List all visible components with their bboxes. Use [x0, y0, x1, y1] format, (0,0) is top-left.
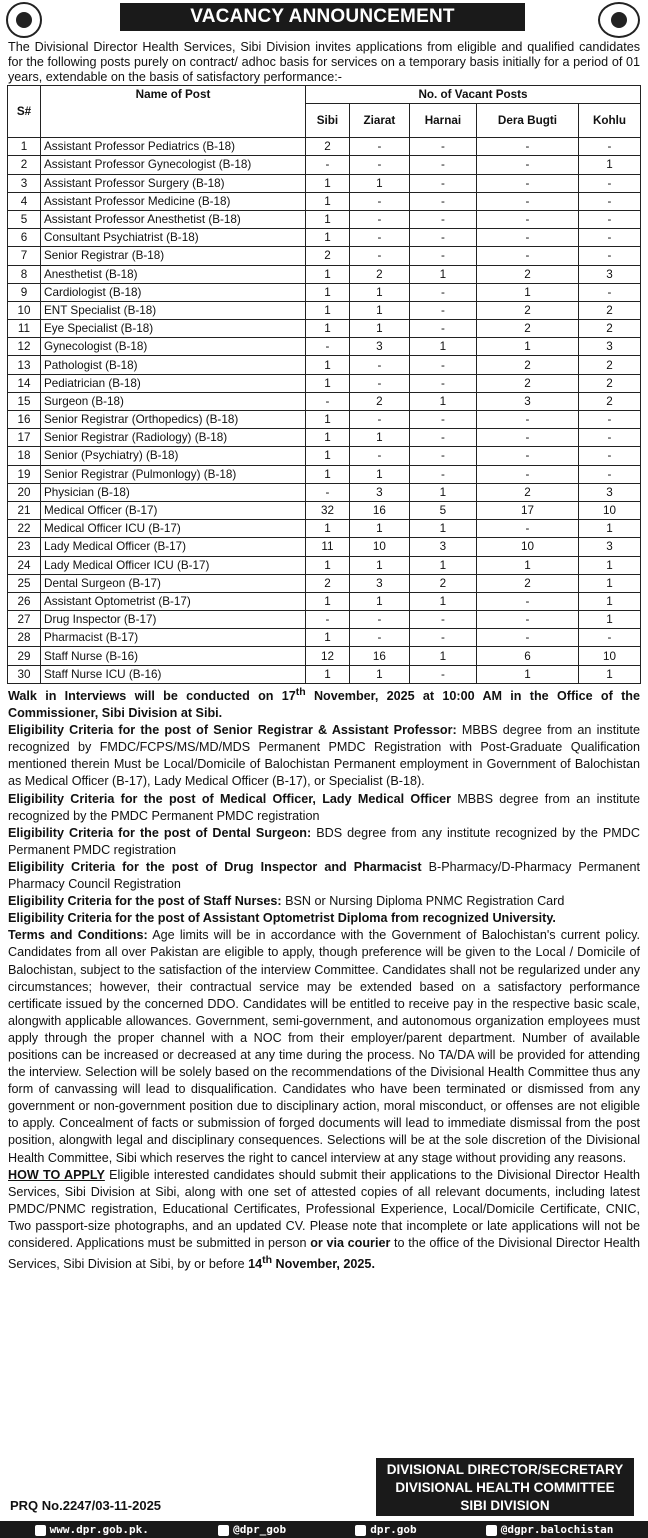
post-name: Assistant Professor Gynecologist (B-18)	[41, 156, 306, 174]
vacancy-count: 10	[349, 538, 409, 556]
row-number: 24	[8, 556, 41, 574]
post-name: Assistant Professor Anesthetist (B-18)	[41, 210, 306, 228]
row-number: 12	[8, 338, 41, 356]
post-name: Assistant Professor Surgery (B-18)	[41, 174, 306, 192]
row-number: 20	[8, 483, 41, 501]
vacancy-count: -	[409, 411, 476, 429]
table-row	[8, 411, 641, 429]
vacancy-count: -	[349, 156, 409, 174]
vacancy-count: 1	[306, 210, 350, 228]
table-row	[8, 374, 641, 392]
table-row	[8, 192, 641, 210]
post-name: Medical Officer ICU (B-17)	[41, 520, 306, 538]
post-name: Lady Medical Officer (B-17)	[41, 538, 306, 556]
vacancy-count: -	[409, 374, 476, 392]
vacancy-count: 3	[579, 538, 641, 556]
row-number: 16	[8, 411, 41, 429]
row-number: 2	[8, 156, 41, 174]
vacancy-count: -	[476, 520, 578, 538]
vacancy-count: 1	[349, 665, 409, 683]
vacancy-count: 1	[579, 665, 641, 683]
row-number: 27	[8, 611, 41, 629]
vacancy-count: 1	[349, 465, 409, 483]
vacancy-count: -	[409, 301, 476, 319]
post-name: Senior Registrar (Pulmonlogy) (B-18)	[41, 465, 306, 483]
govt-logo-right	[598, 2, 640, 38]
vacancy-count: -	[306, 156, 350, 174]
vacancy-count: 2	[306, 247, 350, 265]
eligibility-list	[8, 722, 640, 927]
vacancy-count: 2	[579, 392, 641, 410]
vacancy-count: 1	[409, 265, 476, 283]
col-header-district: Ziarat	[349, 104, 409, 138]
vacancy-count: 16	[349, 647, 409, 665]
vacancy-count: 1	[476, 283, 578, 301]
vacancy-count: -	[409, 283, 476, 301]
govt-logo-left	[6, 2, 42, 38]
vacancy-count: 32	[306, 501, 350, 519]
col-header-sn: S#	[8, 86, 41, 138]
vacancy-count: -	[306, 611, 350, 629]
vacancy-count: 1	[349, 556, 409, 574]
vacancy-count: -	[476, 174, 578, 192]
vacancy-count: 1	[306, 265, 350, 283]
row-number: 26	[8, 592, 41, 610]
vacancy-count: 3	[476, 392, 578, 410]
vacancy-count: 1	[306, 374, 350, 392]
post-name: Gynecologist (B-18)	[41, 338, 306, 356]
body-section	[0, 684, 648, 1274]
vacancy-count: 1	[409, 592, 476, 610]
vacancy-count: -	[349, 411, 409, 429]
row-number: 6	[8, 229, 41, 247]
vacancy-count: -	[349, 611, 409, 629]
vacancy-count: -	[306, 392, 350, 410]
footer-website[interactable]: www.dpr.gob.pk.	[35, 1523, 149, 1536]
vacancy-count: -	[409, 156, 476, 174]
post-name: Staff Nurse (B-16)	[41, 647, 306, 665]
post-name: Dental Surgeon (B-17)	[41, 574, 306, 592]
post-name: Senior Registrar (Orthopedics) (B-18)	[41, 411, 306, 429]
vacancy-count: -	[579, 429, 641, 447]
vacancy-count: 2	[349, 265, 409, 283]
vacancy-count: 6	[476, 647, 578, 665]
vacancy-count: -	[349, 374, 409, 392]
vacancy-count: 3	[409, 538, 476, 556]
twitter-icon	[218, 1525, 229, 1536]
footer-facebook[interactable]: @dgpr.balochistan	[486, 1523, 614, 1536]
vacancy-count: -	[349, 210, 409, 228]
post-name: Pediatrician (B-18)	[41, 374, 306, 392]
post-name: ENT Specialist (B-18)	[41, 301, 306, 319]
vacancy-count: 1	[306, 592, 350, 610]
vacancy-count: -	[349, 192, 409, 210]
vacancy-count: -	[476, 429, 578, 447]
post-name: Lady Medical Officer ICU (B-17)	[41, 556, 306, 574]
vacancy-table-body	[8, 138, 641, 684]
signature-block	[376, 1458, 634, 1516]
page-header	[0, 0, 648, 42]
facebook-icon	[486, 1525, 497, 1536]
vacancy-count: -	[476, 229, 578, 247]
vacancy-count: 17	[476, 501, 578, 519]
col-header-post: Name of Post	[41, 86, 306, 138]
vacancy-count: -	[476, 138, 578, 156]
vacancy-count: -	[409, 247, 476, 265]
vacancy-count: -	[476, 611, 578, 629]
vacancy-count: -	[579, 447, 641, 465]
vacancy-count: -	[409, 429, 476, 447]
vacancy-count: -	[579, 229, 641, 247]
vacancy-count: 1	[306, 556, 350, 574]
vacancy-count: 1	[579, 574, 641, 592]
vacancy-count: 2	[579, 320, 641, 338]
vacancy-count: -	[409, 229, 476, 247]
vacancy-count: 1	[476, 665, 578, 683]
vacancy-count: -	[409, 320, 476, 338]
row-number: 3	[8, 174, 41, 192]
vacancy-count: 1	[409, 647, 476, 665]
vacancy-count: 1	[349, 174, 409, 192]
row-number: 10	[8, 301, 41, 319]
vacancy-count: 1	[476, 556, 578, 574]
vacancy-count: 11	[306, 538, 350, 556]
table-row	[8, 538, 641, 556]
row-number: 14	[8, 374, 41, 392]
eligibility-item: Eligibility Criteria for the post of Senior Registrar & Assistant Professor: MBBS degree from an institute recognized by FMDC/FCPS/MS/MD/MDS Permanent PMDC Registration with Post-Graduate Qualification mentioned therein Must be Local/Domicile of Balochistan Permanent employment in Government of Balochistan as Medical Officer (B-17), Lady Medical Officer (B-17), or Specialist (B-18).	[8, 723, 641, 789]
col-header-district: Harnai	[409, 104, 476, 138]
table-row	[8, 501, 641, 519]
table-row	[8, 465, 641, 483]
row-number: 9	[8, 283, 41, 301]
vacancy-count: 3	[579, 338, 641, 356]
vacancy-count: -	[409, 138, 476, 156]
post-name: Medical Officer (B-17)	[41, 501, 306, 519]
table-row	[8, 356, 641, 374]
post-name: Pathologist (B-18)	[41, 356, 306, 374]
row-number: 19	[8, 465, 41, 483]
vacancy-count: 3	[349, 574, 409, 592]
post-name: Drug Inspector (B-17)	[41, 611, 306, 629]
vacancy-count: 1	[306, 665, 350, 683]
vacancy-count: 2	[349, 392, 409, 410]
table-row	[8, 447, 641, 465]
table-row	[8, 629, 641, 647]
vacancy-count: 1	[306, 465, 350, 483]
row-number: 5	[8, 210, 41, 228]
vacancy-count: 2	[579, 356, 641, 374]
vacancy-count: -	[476, 247, 578, 265]
table-row	[8, 647, 641, 665]
vacancy-count: 2	[476, 574, 578, 592]
vacancy-count: 1	[409, 556, 476, 574]
page-title: VACANCY ANNOUNCEMENT	[120, 3, 525, 31]
vacancy-count: -	[409, 356, 476, 374]
vacancy-count: 3	[579, 265, 641, 283]
table-row	[8, 210, 641, 228]
vacancy-count: -	[476, 156, 578, 174]
vacancy-count: -	[476, 592, 578, 610]
vacancy-count: 1	[409, 392, 476, 410]
vacancy-count: 5	[409, 501, 476, 519]
col-header-group: No. of Vacant Posts	[306, 86, 641, 104]
row-number: 7	[8, 247, 41, 265]
vacancy-count: 1	[579, 611, 641, 629]
eligibility-item: Eligibility Criteria for the post of Staff Nurses: BSN or Nursing Diploma PNMC Registration Card	[8, 894, 565, 909]
post-name: Assistant Professor Pediatrics (B-18)	[41, 138, 306, 156]
vacancy-count: -	[409, 665, 476, 683]
vacancy-count: 12	[306, 647, 350, 665]
table-row	[8, 574, 641, 592]
vacancy-count: 2	[579, 374, 641, 392]
vacancy-count: 2	[409, 574, 476, 592]
vacancy-count: 3	[349, 483, 409, 501]
table-row	[8, 283, 641, 301]
row-number: 21	[8, 501, 41, 519]
table-row	[8, 320, 641, 338]
vacancy-count: 1	[409, 483, 476, 501]
vacancy-count: -	[476, 629, 578, 647]
eligibility-item: Eligibility Criteria for the post of Drug Inspector and Pharmacist B-Pharmacy/D-Pharmacy Permanent Pharmacy Council Registration	[8, 859, 640, 892]
walkin-notice: Walk in Interviews will be conducted on 17th November, 2025 at 10:00 AM in the Office of the Commissioner, Sibi Division at Sibi.	[8, 685, 640, 721]
row-number: 4	[8, 192, 41, 210]
signature-line: DIVISIONAL HEALTH COMMITTEE	[395, 1480, 615, 1495]
table-row	[8, 265, 641, 283]
vacancy-count: 2	[476, 265, 578, 283]
vacancy-count: -	[349, 247, 409, 265]
vacancy-count: -	[306, 483, 350, 501]
table-row	[8, 138, 641, 156]
table-row	[8, 556, 641, 574]
vacancy-count: -	[409, 465, 476, 483]
row-number: 28	[8, 629, 41, 647]
vacancy-count: -	[349, 138, 409, 156]
post-name: Physician (B-18)	[41, 483, 306, 501]
vacancy-count: 1	[306, 429, 350, 447]
vacancy-count: -	[476, 447, 578, 465]
vacancy-count: -	[579, 629, 641, 647]
vacancy-count: 2	[476, 301, 578, 319]
vacancy-count: -	[409, 611, 476, 629]
col-header-district: Kohlu	[579, 104, 641, 138]
vacancy-count: 2	[476, 356, 578, 374]
post-name: Pharmacist (B-17)	[41, 629, 306, 647]
footer-instagram[interactable]: dpr.gob	[355, 1523, 416, 1536]
signature-line: SIBI DIVISION	[460, 1498, 550, 1513]
globe-icon	[35, 1525, 46, 1536]
vacancy-count: -	[579, 411, 641, 429]
vacancy-count: -	[579, 138, 641, 156]
vacancy-count: 1	[349, 429, 409, 447]
post-name: Senior Registrar (Radiology) (B-18)	[41, 429, 306, 447]
vacancy-count: 1	[349, 301, 409, 319]
how-to-apply-paragraph: HOW TO APPLY Eligible interested candidates should submit their applications to the Divisional Director Health Services, Sibi Division at Sibi, along with one set of attested copies of all relevant documents, including latest PMDC/PNMC registration, Educational Certificates, Professional Experience, Local/Domicile Certificate, CNIC, Two passport-size photographs, and an updated CV. Please note that incomplete or late applications will not be considered. Applications must be submitted in person or via courier to the office of the Divisional Director Health Services, Sibi Division at Sibi, by or before 14th November, 2025.	[8, 1167, 640, 1272]
row-number: 30	[8, 665, 41, 683]
table-row	[8, 483, 641, 501]
vacancy-count: 1	[306, 447, 350, 465]
row-number: 17	[8, 429, 41, 447]
vacancy-count: -	[579, 174, 641, 192]
vacancy-count: 1	[306, 192, 350, 210]
post-name: Anesthetist (B-18)	[41, 265, 306, 283]
intro-paragraph: The Divisional Director Health Services, Sibi Division invites applications from eligible and qualified candidates for the following posts purely on contract/ adhoc basis for services on a temporary basis initially for a period of 01 years, extendable on the basis of satisfactory performance:-	[8, 40, 640, 84]
signature-line: DIVISIONAL DIRECTOR/SECRETARY	[386, 1462, 624, 1477]
vacancy-count: -	[349, 356, 409, 374]
row-number: 13	[8, 356, 41, 374]
row-number: 29	[8, 647, 41, 665]
vacancy-count: 1	[409, 520, 476, 538]
vacancy-count: 1	[349, 520, 409, 538]
instagram-icon	[355, 1525, 366, 1536]
row-number: 1	[8, 138, 41, 156]
post-name: Cardiologist (B-18)	[41, 283, 306, 301]
vacancy-count: 2	[476, 483, 578, 501]
vacancy-count: -	[579, 210, 641, 228]
vacancy-count: -	[409, 192, 476, 210]
col-header-district: Dera Bugti	[476, 104, 578, 138]
post-name: Surgeon (B-18)	[41, 392, 306, 410]
row-number: 15	[8, 392, 41, 410]
vacancy-count: 2	[476, 320, 578, 338]
vacancy-count: -	[579, 465, 641, 483]
vacancy-count: -	[476, 411, 578, 429]
post-name: Senior Registrar (B-18)	[41, 247, 306, 265]
vacancy-count: 1	[306, 520, 350, 538]
vacancy-count: 1	[476, 338, 578, 356]
table-row	[8, 156, 641, 174]
row-number: 11	[8, 320, 41, 338]
terms-paragraph: Terms and Conditions: Age limits will be in accordance with the Government of Balochistan's current policy. Candidates from all over Pakistan are eligible to apply, though preference will be given to the Local / Domicile of Balochistan, subject to the satisfaction of the interview Committee. Candidates shall not be regularized under any circumstances; however, their contractual service may be extended based on a satisfactory performance certificate issued by the concerned DDO. Candidates will be entitled to receive pay in the respective basic scale, alongwith applicable allowances. Government, semi-government, and autonomous organization employees must apply through the proper channel with a NOC from their employer/parent department. Number of available positions can be increased or decreased at any time during the process. No TA/DA will be provided for attending the interview. Selection will be solely based on the recommendations of the Divisional Health Committee thus any form of canvassing will lead to disqualification. Candidates who have been terminated or dismissed from any government or non-government position due to disciplinary action, moral misconduct, or offenses are not eligible to apply. Concealment of facts or submission of forged documents will lead to immediate dismissal from the post position, alongwith legal and disciplinary consequences. Selections will be at the sole discretion of the Divisional Health Committee, Sibi which reserves the right to cancel interview at any stage without providing any reasons.	[8, 928, 640, 1165]
table-row	[8, 429, 641, 447]
vacancy-count: -	[579, 247, 641, 265]
vacancy-count: 10	[476, 538, 578, 556]
table-row	[8, 611, 641, 629]
row-number: 25	[8, 574, 41, 592]
vacancy-count: -	[579, 192, 641, 210]
vacancy-count: 1	[349, 320, 409, 338]
vacancy-count: 1	[306, 411, 350, 429]
vacancy-count: 2	[579, 301, 641, 319]
row-number: 22	[8, 520, 41, 538]
vacancy-count: 1	[306, 629, 350, 647]
vacancy-count: 10	[579, 501, 641, 519]
col-header-district: Sibi	[306, 104, 350, 138]
vacancy-count: -	[476, 465, 578, 483]
table-row	[8, 301, 641, 319]
vacancy-count: -	[349, 229, 409, 247]
vacancy-count: 16	[349, 501, 409, 519]
post-name: Consultant Psychiatrist (B-18)	[41, 229, 306, 247]
vacancy-count: 2	[306, 574, 350, 592]
vacancy-count: -	[476, 192, 578, 210]
vacancy-count: 10	[579, 647, 641, 665]
vacancy-count: 1	[306, 320, 350, 338]
post-name: Assistant Professor Medicine (B-18)	[41, 192, 306, 210]
vacancy-count: 2	[306, 138, 350, 156]
vacancy-count: 1	[306, 301, 350, 319]
table-row	[8, 592, 641, 610]
footer-twitter[interactable]: @dpr_gob	[218, 1523, 286, 1536]
row-number: 8	[8, 265, 41, 283]
table-row	[8, 520, 641, 538]
table-row	[8, 665, 641, 683]
vacancy-count: 1	[349, 283, 409, 301]
table-row	[8, 392, 641, 410]
row-number: 18	[8, 447, 41, 465]
vacancy-count: 3	[579, 483, 641, 501]
vacancy-count: -	[476, 210, 578, 228]
vacancy-count: 1	[579, 520, 641, 538]
prq-number: PRQ No.2247/03-11-2025	[10, 1498, 162, 1513]
vacancy-count: 1	[349, 592, 409, 610]
table-row	[8, 247, 641, 265]
vacancy-count: -	[409, 210, 476, 228]
vacancy-count: 1	[579, 592, 641, 610]
post-name: Assistant Optometrist (B-17)	[41, 592, 306, 610]
vacancy-count: 2	[476, 374, 578, 392]
vacancy-count: 1	[409, 338, 476, 356]
vacancy-count: 1	[306, 229, 350, 247]
vacancy-count: 1	[306, 356, 350, 374]
vacancy-count: -	[579, 283, 641, 301]
post-name: Eye Specialist (B-18)	[41, 320, 306, 338]
eligibility-item: Eligibility Criteria for the post of Medical Officer, Lady Medical Officer MBBS degree from an institute recognized by the PMDC Permanent PMDC registration	[8, 791, 641, 823]
vacancy-count: 1	[306, 174, 350, 192]
eligibility-item: Eligibility Criteria for the post of Dental Surgeon: BDS degree from any institute recognized by the PMDC Permanent PMDC registration	[8, 825, 640, 857]
vacancy-count: 1	[579, 556, 641, 574]
table-row	[8, 338, 641, 356]
vacancy-count: -	[306, 338, 350, 356]
vacancy-count: -	[349, 629, 409, 647]
vacancy-count: -	[409, 447, 476, 465]
vacancy-count: 1	[306, 283, 350, 301]
vacancy-count: -	[409, 174, 476, 192]
post-name: Staff Nurse ICU (B-16)	[41, 665, 306, 683]
footer-bar	[0, 1521, 648, 1538]
vacancy-count: 3	[349, 338, 409, 356]
post-name: Senior (Psychiatry) (B-18)	[41, 447, 306, 465]
vacancy-count: 1	[579, 156, 641, 174]
table-row	[8, 229, 641, 247]
eligibility-item: Eligibility Criteria for the post of Assistant Optometrist Diploma from recognized University.	[8, 911, 556, 926]
table-row	[8, 174, 641, 192]
row-number: 23	[8, 538, 41, 556]
vacancy-count: -	[349, 447, 409, 465]
vacancy-count: -	[409, 629, 476, 647]
vacancy-table	[7, 85, 641, 684]
